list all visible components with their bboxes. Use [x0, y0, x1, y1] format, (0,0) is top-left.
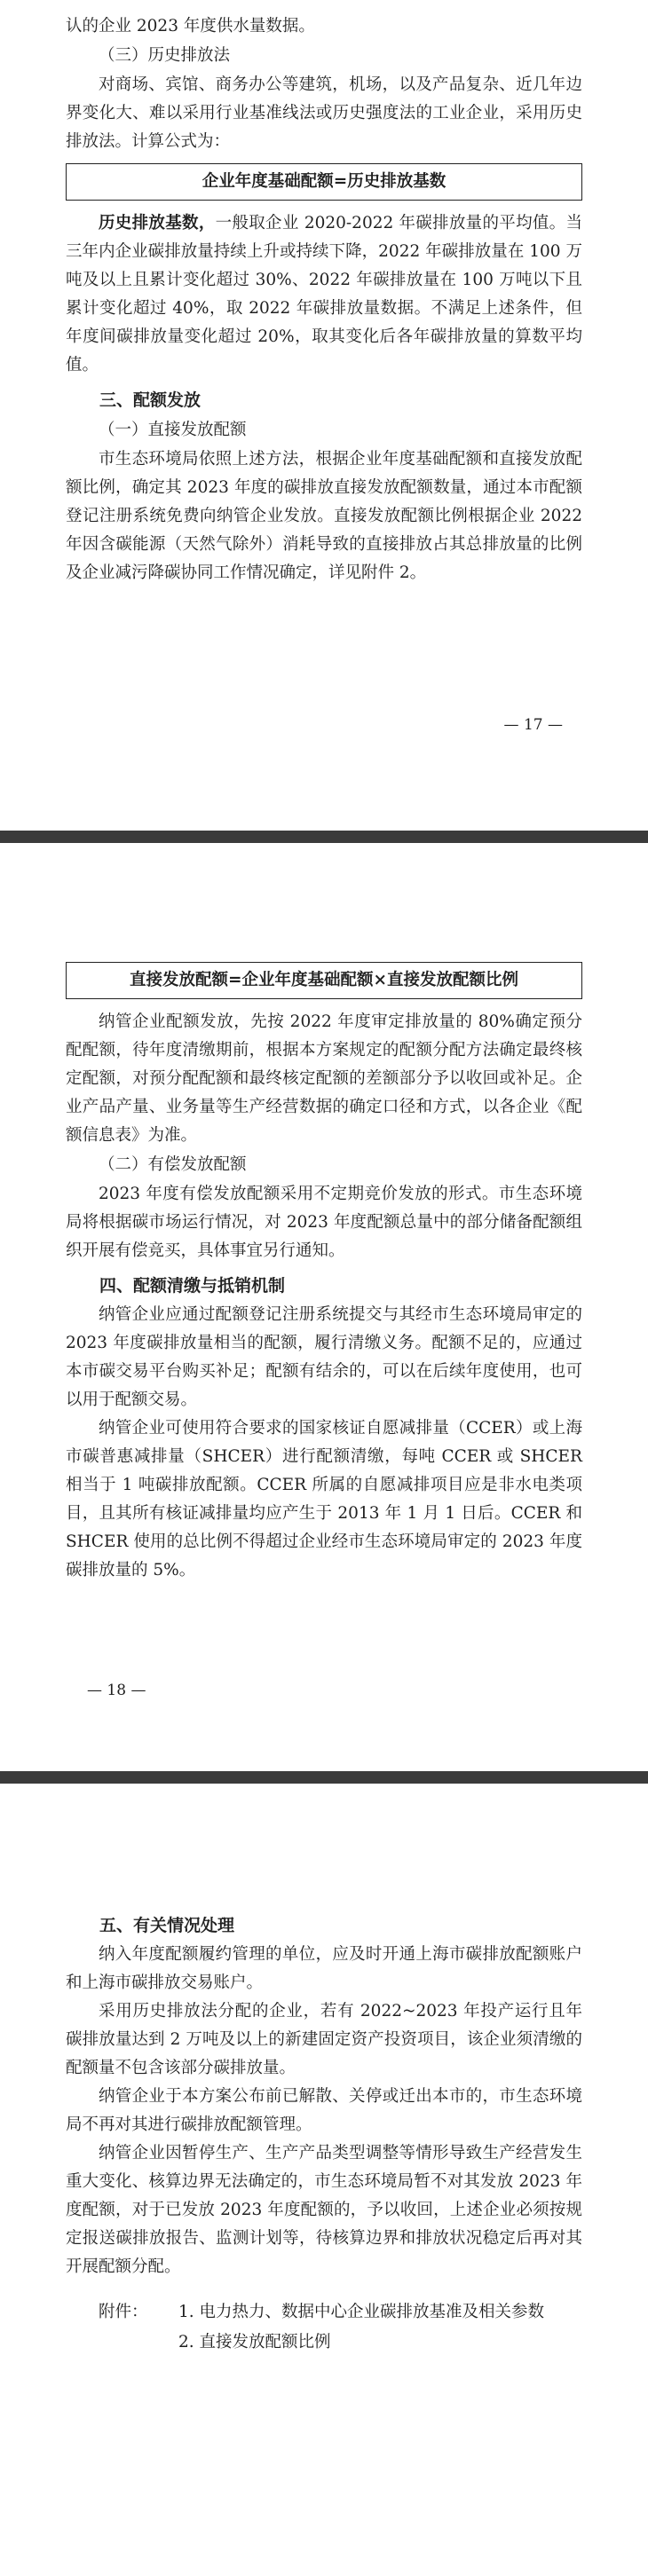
page-17-content: [66, 12, 582, 587]
page-19-content: [66, 1905, 582, 2358]
page-separator: [0, 831, 648, 843]
section-3-paragraph: 对商场、宾馆、商务办公等建筑，机场，以及产品复杂、近几年边界变化大、难以采用行业基准线法或历史强度法的工业企业，采用历史排放法。计算公式为：: [66, 75, 582, 151]
section-3-heading: （三）历史排放法: [99, 46, 231, 65]
historical-baseline-lead: 历史排放基数，: [99, 214, 216, 232]
suspended-enterprise-paragraph: 纳管企业因暂停生产、生产产品类型调整等情形导致生产经营发生重大变化、核算边界无法确定的，市生态环境局暂不对其发放 2023 年度配额，对于已发放 2023 年度配额的，予以收回，上述企业必须按规定报送碳排放报告、监测计划等，待核算边界和排放状况稳定后再对其开展配额分配。: [66, 2144, 582, 2276]
allocation-paragraph: 纳管企业配额发放，先按 2022 年度审定排放量的 80%确定预分配配额，待年度清缴期前，根据本方案规定的配额分配方法确定最终核定配额，对预分配配额和最终核定配额的差额部分予以收回或补足。企业产品产量、业务量等生产经营数据的确定口径和方式，以各企业《配额信息表》为准。: [66, 1012, 582, 1145]
formula-box-historical: 企业年度基础配额=历史排放基数: [66, 163, 582, 201]
subsection-1-heading: （一）直接发放配额: [99, 421, 247, 439]
attachment-2: 2. 直接发放配额比例: [178, 2333, 331, 2351]
page-number: — 18 —: [87, 1682, 146, 1699]
chapter-3-heading: 三、配额发放: [99, 390, 202, 410]
page-18-content: [66, 962, 582, 1585]
subsection-1-paragraph: 市生态环境局依照上述方法，根据企业年度基础配额和直接发放配额比例，确定其 2023 年度的碳排放直接发放配额数量，通过本市配额登记注册系统免费向纳管企业发放。直接发放配额比例根据企业 2022 年因含碳能源（天然气除外）消耗导致的直接排放占其总排放量的比例及企业减污降碳协同工作情况确定，详见附件 2。: [66, 450, 582, 582]
historical-baseline-paragraph: [66, 209, 582, 380]
attachments-list: [66, 2297, 582, 2358]
historical-baseline-text: 一般取企业 2020-2022 年碳排放量的平均值。当三年内企业碳排放量持续上升或持续下降，2022 年碳排放量在 100 万吨及以上且累计变化超过 30%、2022 年碳排放量在 100 万吨以下且累计变化超过 40%，取 2022 年碳排放量数据。不满足上述条件，但年度间碳排放量变化超过 20%，取其变化后各年碳排放量的算数平均值。: [66, 214, 582, 374]
account-paragraph: 纳入年度配额履约管理的单位，应及时开通上海市碳排放配额账户和上海市碳排放交易账户。: [66, 1945, 582, 1992]
surrender-paragraph: 纳管企业应通过配额登记注册系统提交与其经市生态环境局审定的 2023 年度碳排放量相当的配额，履行清缴义务。配额不足的，应通过本市碳交易平台购买补足；配额有结余的，可以在后续年度使用，也可以用于配额交易。: [66, 1305, 582, 1409]
attachment-item: [66, 2297, 582, 2328]
page-number: — 17 —: [503, 716, 563, 734]
closed-enterprise-paragraph: 纳管企业于本方案公布前已解散、关停或迁出本市的，市生态环境局不再对其进行碳排放配额管理。: [66, 2087, 582, 2134]
new-project-paragraph: 采用历史排放法分配的企业，若有 2022~2023 年投产运行且年碳排放量达到 2 万吨及以上的新建固定资产投资项目，该企业须清缴的配额量不包含该部分碳排放量。: [66, 2002, 582, 2077]
page-separator: [0, 1771, 648, 1784]
subsection-2-paragraph: 2023 年度有偿发放配额采用不定期竞价发放的形式。市生态环境局将根据碳市场运行情况，对 2023 年度配额总量中的部分储备配额组织开展有偿竞买，具体事宜另行通知。: [66, 1185, 582, 1260]
attachment-item: [66, 2328, 582, 2358]
formula-box-direct-allocation: 直接发放配额=企业年度基础配额×直接发放配额比例: [66, 962, 582, 999]
attachment-label: 附件：: [99, 2303, 148, 2321]
chapter-5-heading: 五、有关情况处理: [99, 1916, 235, 1935]
intro-tail-text: 认的企业 2023 年度供水量数据。: [66, 17, 315, 35]
subsection-2-heading: （二）有偿发放配额: [99, 1155, 247, 1174]
attachment-1: 1. 电力热力、数据中心企业碳排放基准及相关参数: [178, 2303, 545, 2321]
chapter-4-heading: 四、配额清缴与抵销机制: [99, 1276, 286, 1296]
offset-paragraph: 纳管企业可使用符合要求的国家核证自愿减排量（CCER）或上海市碳普惠减排量（SHCER）进行配额清缴，每吨 CCER 或 SHCER 相当于 1 吨碳排放配额。CCER 所属的自愿减排项目应是非水电类项目，且其所有核证减排量均应产生于 2013 年 1 月 1 日后。CCER 和 SHCER 使用的总比例不得超过企业经市生态环境局审定的 2023 年度碳排放量的 5%。: [66, 1419, 582, 1579]
